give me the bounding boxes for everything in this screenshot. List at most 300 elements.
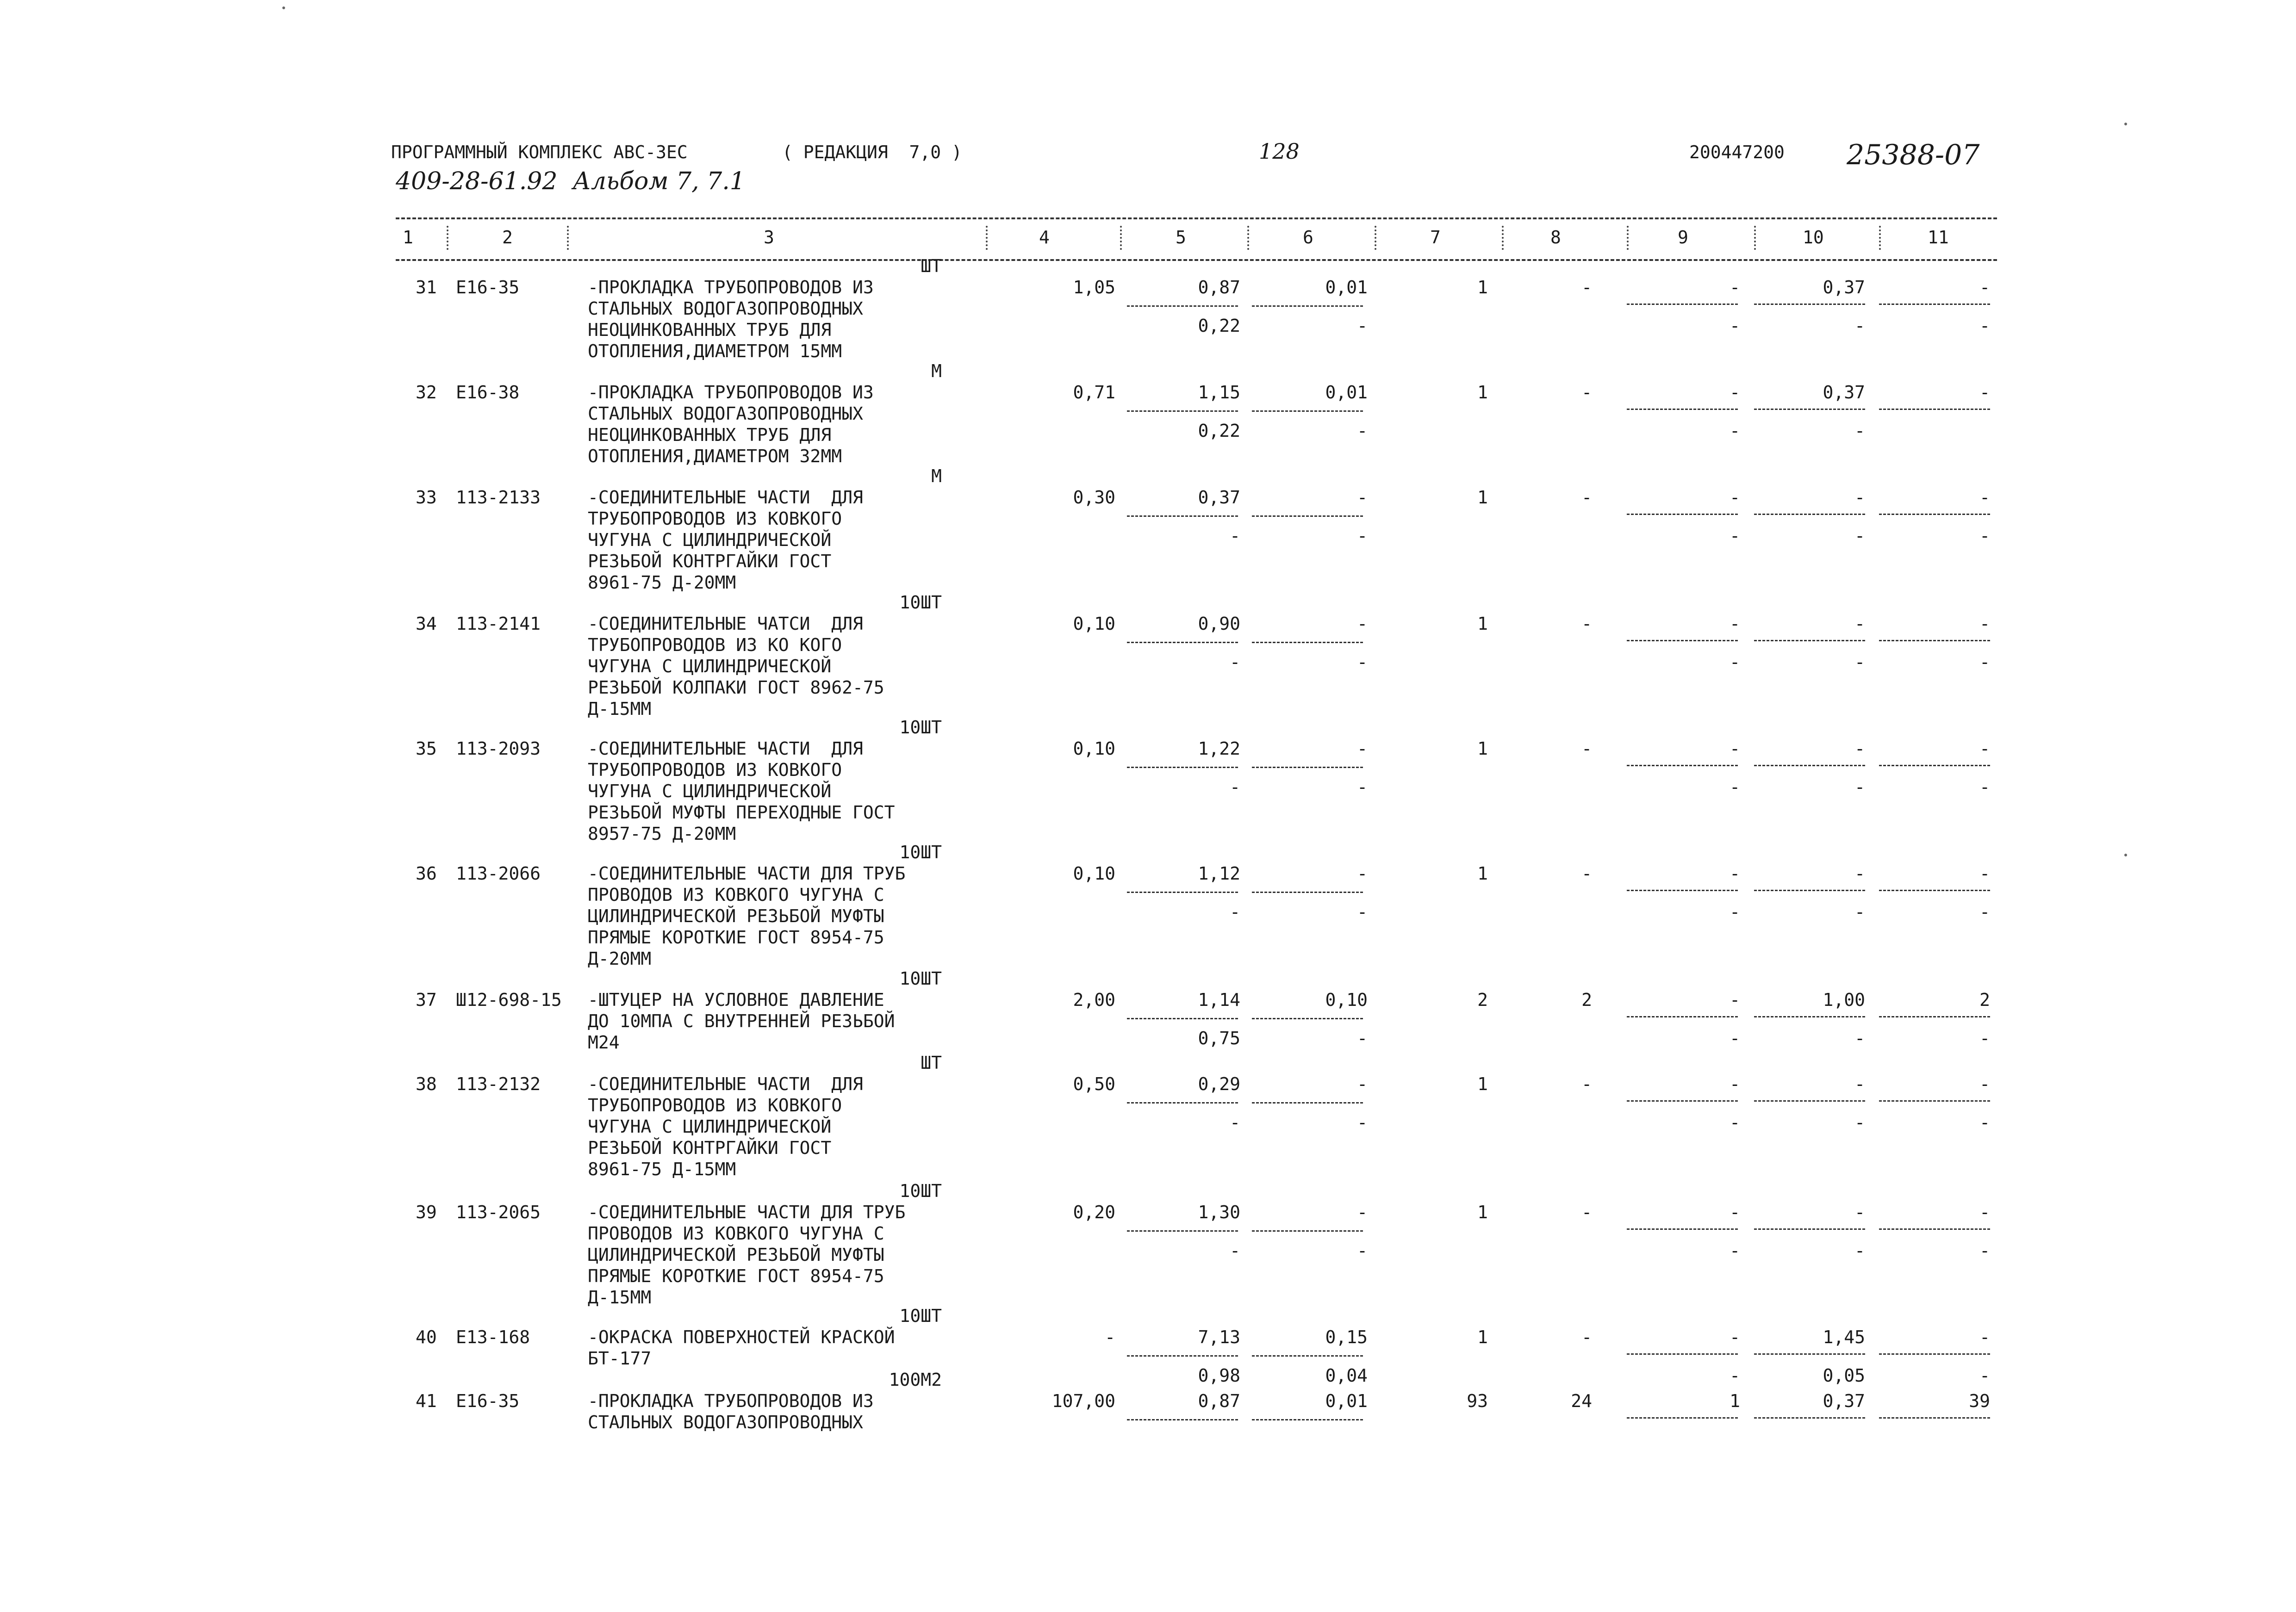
column-10-value: 0,37 — [1823, 1391, 1865, 1411]
work-description-line: ЦИЛИНДРИЧЕСКОЙ РЕЗЬБОЙ МУФТЫ — [588, 1245, 884, 1265]
cell-divider-rule — [1879, 1353, 1990, 1355]
unit-cost-sub-value: 0,98 — [1198, 1365, 1240, 1386]
work-description-line: ТРУБОПРОВОДОВ ИЗ КОВКОГО — [588, 508, 842, 529]
cell-divider-rule — [1879, 1016, 1990, 1017]
rate-code: Е13-168 — [456, 1327, 530, 1347]
cell-divider-rule — [1252, 1419, 1363, 1420]
column-header-10: 10 — [1803, 227, 1824, 248]
album-reference: 409-28-61.92 Альбом 7, 7.1 — [396, 167, 745, 195]
unit-cost-value: 1,12 — [1198, 863, 1240, 884]
column-10-sub-value: - — [1854, 525, 1865, 546]
cell-divider-rule — [1879, 514, 1990, 515]
total-cost-sub-value: 0,04 — [1325, 1365, 1368, 1386]
column-8-value: - — [1581, 1327, 1592, 1347]
column-header-2: 2 — [502, 227, 513, 248]
row-number: 36 — [416, 863, 437, 884]
cell-divider-rule — [1127, 305, 1238, 307]
work-description-line: ПРЯМЫЕ КОРОТКИЕ ГОСТ 8954-75 — [588, 927, 884, 948]
column-separator — [1502, 226, 1504, 250]
cell-divider-rule — [1627, 765, 1738, 766]
work-description-line: ЧУГУНА С ЦИЛИНДРИЧЕСКОЙ — [588, 656, 832, 676]
cell-divider-rule — [1627, 1228, 1738, 1230]
column-11-sub-value: - — [1979, 1112, 1990, 1133]
column-9-value: - — [1730, 487, 1740, 508]
column-10-sub-value: - — [1854, 1112, 1865, 1133]
cell-divider-rule — [1879, 1228, 1990, 1230]
work-description-line: ТРУБОПРОВОДОВ ИЗ КОВКОГО — [588, 760, 842, 780]
column-10-sub-value: - — [1854, 1240, 1865, 1261]
cell-divider-rule — [1754, 765, 1865, 766]
cell-divider-rule — [1252, 1102, 1363, 1104]
unit-label: ШТ — [921, 1053, 942, 1073]
cell-divider-rule — [1879, 1417, 1990, 1419]
column-8-value: - — [1581, 738, 1592, 759]
column-10-sub-value: - — [1854, 1028, 1865, 1048]
rate-code: Е16-35 — [456, 1391, 520, 1411]
column-8-value: - — [1581, 1074, 1592, 1094]
column-7-value: 1 — [1477, 382, 1488, 403]
work-description-line: НЕОЦИНКОВАННЫХ ТРУБ ДЛЯ — [588, 425, 832, 445]
cell-divider-rule — [1754, 890, 1865, 891]
column-8-value: - — [1581, 614, 1592, 634]
column-separator — [1120, 226, 1122, 250]
rate-code: 113-2065 — [456, 1202, 541, 1222]
unit-label: 10ШТ — [899, 968, 942, 989]
total-cost-value: 0,01 — [1325, 277, 1368, 298]
total-cost-value: 0,01 — [1325, 382, 1368, 403]
column-separator — [1247, 226, 1249, 250]
row-number: 33 — [416, 487, 437, 508]
column-10-sub-value: - — [1854, 776, 1865, 797]
cell-divider-rule — [1879, 890, 1990, 891]
column-7-value: 1 — [1477, 487, 1488, 508]
column-11-sub-value: - — [1979, 525, 1990, 546]
work-description-line: -СОЕДИНИТЕЛЬНЫЕ ЧАСТИ ДЛЯ ТРУБ — [588, 863, 906, 884]
total-cost-value: - — [1357, 863, 1368, 884]
cell-divider-rule — [1127, 1230, 1238, 1232]
cell-divider-rule — [1252, 1355, 1363, 1357]
work-description-line: РЕЗЬБОЙ КОНТРГАЙКИ ГОСТ — [588, 551, 832, 571]
cell-divider-rule — [1252, 1018, 1363, 1019]
total-cost-value: - — [1357, 738, 1368, 759]
edition-label: ( РЕДАКЦИЯ 7,0 ) — [782, 142, 962, 162]
column-11-value: - — [1979, 487, 1990, 508]
column-9-sub-value: - — [1730, 1028, 1740, 1048]
column-header-11: 11 — [1928, 227, 1949, 248]
rate-code: Е16-35 — [456, 277, 520, 298]
total-cost-sub-value: - — [1357, 1112, 1368, 1133]
column-header-9: 9 — [1678, 227, 1688, 248]
column-8-value: - — [1581, 277, 1592, 298]
document-number: 25388-07 — [1847, 139, 1980, 171]
column-11-sub-value: - — [1979, 1240, 1990, 1261]
work-description-line: ЦИЛИНДРИЧЕСКОЙ РЕЗЬБОЙ МУФТЫ — [588, 906, 884, 926]
column-header-5: 5 — [1176, 227, 1186, 248]
work-description-line: -ПРОКЛАДКА ТРУБОПРОВОДОВ ИЗ — [588, 382, 874, 403]
column-11-value: - — [1979, 1202, 1990, 1222]
cell-divider-rule — [1127, 892, 1238, 893]
column-11-value: - — [1979, 1327, 1990, 1347]
column-8-value: - — [1581, 863, 1592, 884]
column-8-value: 2 — [1581, 990, 1592, 1010]
column-10-sub-value: - — [1854, 901, 1865, 922]
unit-cost-sub-value: 0,22 — [1198, 315, 1240, 336]
column-7-value: 1 — [1477, 738, 1488, 759]
column-10-value: - — [1854, 487, 1865, 508]
unit-cost-value: 1,30 — [1198, 1202, 1240, 1222]
cell-divider-rule — [1127, 410, 1238, 412]
total-cost-value: 0,01 — [1325, 1391, 1368, 1411]
work-description-line: -СОЕДИНИТЕЛЬНЫЕ ЧАТСИ ДЛЯ — [588, 614, 863, 634]
column-10-value: - — [1854, 1202, 1865, 1222]
cell-divider-rule — [1754, 514, 1865, 515]
work-description-line: ТРУБОПРОВОДОВ ИЗ КОВКОГО — [588, 1095, 842, 1116]
column-8-value: - — [1581, 382, 1592, 403]
header-bottom-rule — [396, 259, 1997, 261]
cell-divider-rule — [1127, 1018, 1238, 1019]
quantity-value: 0,10 — [1073, 614, 1115, 634]
column-header-6: 6 — [1303, 227, 1313, 248]
column-header-7: 7 — [1430, 227, 1441, 248]
rate-code: Ш12-698-15 — [456, 990, 562, 1010]
total-cost-sub-value: - — [1357, 776, 1368, 797]
total-cost-sub-value: - — [1357, 651, 1368, 672]
total-cost-sub-value: - — [1357, 1240, 1368, 1261]
column-11-value: - — [1979, 382, 1990, 403]
unit-label: 10ШТ — [899, 1181, 942, 1201]
total-cost-value: 0,10 — [1325, 990, 1368, 1010]
unit-cost-sub-value: 0,22 — [1198, 420, 1240, 441]
work-description-line: ПРОВОДОВ ИЗ КОВКОГО ЧУГУНА С — [588, 885, 884, 905]
unit-cost-value: 0,37 — [1198, 487, 1240, 508]
unit-cost-sub-value: - — [1230, 1240, 1240, 1261]
column-8-value: - — [1581, 1202, 1592, 1222]
work-description-line: СТАЛЬНЫХ ВОДОГАЗОПРОВОДНЫХ — [588, 298, 863, 319]
column-separator — [1627, 226, 1629, 250]
cell-divider-rule — [1252, 642, 1363, 643]
cell-divider-rule — [1754, 1100, 1865, 1102]
column-9-value: - — [1730, 1202, 1740, 1222]
unit-cost-sub-value: 0,75 — [1198, 1028, 1240, 1048]
column-10-value: 0,37 — [1823, 277, 1865, 298]
rate-code: Е16-38 — [456, 382, 520, 403]
work-description-line: ПРЯМЫЕ КОРОТКИЕ ГОСТ 8954-75 — [588, 1266, 884, 1286]
unit-cost-value: 0,90 — [1198, 614, 1240, 634]
cell-divider-rule — [1127, 767, 1238, 768]
total-cost-sub-value: - — [1357, 901, 1368, 922]
quantity-value: 0,20 — [1073, 1202, 1115, 1222]
column-7-value: 2 — [1477, 990, 1488, 1010]
cell-divider-rule — [1252, 892, 1363, 893]
column-7-value: 93 — [1467, 1391, 1488, 1411]
work-description-line: Д-15ММ — [588, 1287, 652, 1308]
cell-divider-rule — [1879, 640, 1990, 641]
column-10-sub-value: 0,05 — [1823, 1365, 1865, 1386]
column-11-sub-value: - — [1979, 315, 1990, 336]
row-number: 31 — [416, 277, 437, 298]
column-separator — [1375, 226, 1376, 250]
cell-divider-rule — [1627, 890, 1738, 891]
work-description-line: Д-20ММ — [588, 949, 652, 969]
column-11-value: - — [1979, 738, 1990, 759]
cell-divider-rule — [1754, 409, 1865, 410]
total-cost-value: - — [1357, 487, 1368, 508]
cell-divider-rule — [1879, 409, 1990, 410]
cell-divider-rule — [1627, 1417, 1738, 1419]
total-cost-value: - — [1357, 1202, 1368, 1222]
unit-label: М — [931, 361, 942, 381]
total-cost-value: - — [1357, 614, 1368, 634]
column-separator — [1879, 226, 1881, 250]
column-11-value: - — [1979, 863, 1990, 884]
quantity-value: 0,10 — [1073, 738, 1115, 759]
work-description-line: Д-15ММ — [588, 699, 652, 719]
quantity-value: 1,05 — [1073, 277, 1115, 298]
column-9-value: - — [1730, 614, 1740, 634]
column-header-4: 4 — [1039, 227, 1050, 248]
column-9-value: - — [1730, 738, 1740, 759]
column-10-value: - — [1854, 738, 1865, 759]
work-description-line: СТАЛЬНЫХ ВОДОГАЗОПРОВОДНЫХ — [588, 403, 863, 424]
column-10-value: 0,37 — [1823, 382, 1865, 403]
unit-cost-value: 0,87 — [1198, 1391, 1240, 1411]
cell-divider-rule — [1754, 1016, 1865, 1017]
work-description-line: -ОКРАСКА ПОВЕРХНОСТЕЙ КРАСКОЙ — [588, 1327, 895, 1347]
column-11-sub-value: - — [1979, 1365, 1990, 1386]
cell-divider-rule — [1627, 1016, 1738, 1017]
column-separator — [567, 226, 569, 250]
cell-divider-rule — [1627, 304, 1738, 305]
column-9-sub-value: - — [1730, 776, 1740, 797]
total-cost-sub-value: - — [1357, 315, 1368, 336]
work-description-line: -СОЕДИНИТЕЛЬНЫЕ ЧАСТИ ДЛЯ — [588, 738, 863, 759]
column-11-value: 2 — [1979, 990, 1990, 1010]
unit-cost-sub-value: - — [1230, 901, 1240, 922]
cell-divider-rule — [1127, 1419, 1238, 1420]
work-description-line: -СОЕДИНИТЕЛЬНЫЕ ЧАСТИ ДЛЯ — [588, 1074, 863, 1094]
column-9-sub-value: - — [1730, 420, 1740, 441]
cell-divider-rule — [1754, 1228, 1865, 1230]
work-description-line: -ПРОКЛАДКА ТРУБОПРОВОДОВ ИЗ — [588, 1391, 874, 1411]
cell-divider-rule — [1627, 640, 1738, 641]
column-11-sub-value: - — [1979, 901, 1990, 922]
row-number: 40 — [416, 1327, 437, 1347]
unit-label: 10ШТ — [899, 592, 942, 613]
header-top-rule — [396, 217, 1997, 219]
cell-divider-rule — [1252, 305, 1363, 307]
column-9-sub-value: - — [1730, 1112, 1740, 1133]
unit-label: 10ШТ — [899, 842, 942, 862]
column-header-3: 3 — [764, 227, 774, 248]
scan-speck — [282, 6, 285, 9]
column-10-sub-value: - — [1854, 315, 1865, 336]
work-description-line: ОТОПЛЕНИЯ,ДИАМЕТРОМ 15ММ — [588, 341, 842, 361]
rate-code: 113-2066 — [456, 863, 541, 884]
cell-divider-rule — [1252, 410, 1363, 412]
column-10-value: - — [1854, 614, 1865, 634]
quantity-value: 0,71 — [1073, 382, 1115, 403]
column-9-sub-value: - — [1730, 1240, 1740, 1261]
column-9-sub-value: - — [1730, 315, 1740, 336]
total-cost-sub-value: - — [1357, 420, 1368, 441]
work-description-line: ЧУГУНА С ЦИЛИНДРИЧЕСКОЙ — [588, 781, 832, 801]
rate-code: 113-2132 — [456, 1074, 541, 1094]
column-header-8: 8 — [1550, 227, 1561, 248]
work-description-line: -ПРОКЛАДКА ТРУБОПРОВОДОВ ИЗ — [588, 277, 874, 298]
cell-divider-rule — [1879, 765, 1990, 766]
unit-cost-sub-value: - — [1230, 525, 1240, 546]
row-number: 38 — [416, 1074, 437, 1094]
column-separator — [986, 226, 988, 250]
column-9-sub-value: - — [1730, 1365, 1740, 1386]
cell-divider-rule — [1879, 1100, 1990, 1102]
quantity-value: - — [1105, 1327, 1115, 1347]
cell-divider-rule — [1127, 642, 1238, 643]
unit-cost-value: 0,87 — [1198, 277, 1240, 298]
scan-speck — [2124, 123, 2127, 125]
column-10-value: - — [1854, 1074, 1865, 1094]
work-description-line: 8957-75 Д-20ММ — [588, 824, 736, 844]
work-description-line: ПРОВОДОВ ИЗ КОВКОГО ЧУГУНА С — [588, 1223, 884, 1244]
scan-speck — [2124, 854, 2127, 856]
column-11-value: - — [1979, 614, 1990, 634]
work-description-line: ТРУБОПРОВОДОВ ИЗ КО КОГО — [588, 635, 842, 655]
column-8-value: 24 — [1571, 1391, 1592, 1411]
cell-divider-rule — [1252, 1230, 1363, 1232]
cell-divider-rule — [1754, 1417, 1865, 1419]
quantity-value: 107,00 — [1052, 1391, 1115, 1411]
total-cost-value: 0,15 — [1325, 1327, 1368, 1347]
work-description-line: -ШТУЦЕР НА УСЛОВНОЕ ДАВЛЕНИЕ — [588, 990, 884, 1010]
row-number: 32 — [416, 382, 437, 403]
work-description-line: М24 — [588, 1032, 620, 1053]
unit-label: 10ШТ — [899, 717, 942, 738]
work-description-line: -СОЕДИНИТЕЛЬНЫЕ ЧАСТИ ДЛЯ ТРУБ — [588, 1202, 906, 1222]
column-8-value: - — [1581, 487, 1592, 508]
column-10-value: 1,45 — [1823, 1327, 1865, 1347]
column-9-value: - — [1730, 863, 1740, 884]
column-11-value: - — [1979, 277, 1990, 298]
column-11-sub-value: - — [1979, 1028, 1990, 1048]
column-7-value: 1 — [1477, 1327, 1488, 1347]
work-description-line: БТ-177 — [588, 1348, 652, 1369]
column-9-value: - — [1730, 382, 1740, 403]
unit-label: 10ШТ — [899, 1306, 942, 1326]
work-description-line: 8961-75 Д-20ММ — [588, 572, 736, 593]
unit-cost-sub-value: - — [1230, 651, 1240, 672]
column-9-value: - — [1730, 1074, 1740, 1094]
cell-divider-rule — [1754, 1353, 1865, 1355]
row-number: 37 — [416, 990, 437, 1010]
rate-code: 113-2093 — [456, 738, 541, 759]
quantity-value: 0,30 — [1073, 487, 1115, 508]
unit-cost-value: 1,15 — [1198, 382, 1240, 403]
unit-cost-value: 1,22 — [1198, 738, 1240, 759]
program-title: ПРОГРАММНЫЙ КОМПЛЕКС АВС-3ЕС — [391, 142, 688, 162]
column-9-value: - — [1730, 277, 1740, 298]
column-11-value: - — [1979, 1074, 1990, 1094]
cell-divider-rule — [1252, 515, 1363, 517]
unit-cost-value: 1,14 — [1198, 990, 1240, 1010]
work-description-line: -СОЕДИНИТЕЛЬНЫЕ ЧАСТИ ДЛЯ — [588, 487, 863, 508]
column-10-sub-value: - — [1854, 651, 1865, 672]
row-number: 39 — [416, 1202, 437, 1222]
work-description-line: ОТОПЛЕНИЯ,ДИАМЕТРОМ 32ММ — [588, 446, 842, 466]
column-separator — [447, 226, 448, 250]
work-description-line: ЧУГУНА С ЦИЛИНДРИЧЕСКОЙ — [588, 1116, 832, 1137]
column-separator — [1754, 226, 1756, 250]
total-cost-value: - — [1357, 1074, 1368, 1094]
work-description-line: ЧУГУНА С ЦИЛИНДРИЧЕСКОЙ — [588, 530, 832, 550]
total-cost-sub-value: - — [1357, 1028, 1368, 1048]
rate-code: 113-2133 — [456, 487, 541, 508]
cell-divider-rule — [1879, 304, 1990, 305]
column-9-sub-value: - — [1730, 901, 1740, 922]
work-description-line: ДО 10МПА С ВНУТРЕННЕЙ РЕЗЬБОЙ — [588, 1011, 895, 1031]
column-7-value: 1 — [1477, 1074, 1488, 1094]
work-description-line: РЕЗЬБОЙ МУФТЫ ПЕРЕХОДНЫЕ ГОСТ — [588, 802, 895, 823]
row-number: 35 — [416, 738, 437, 759]
column-10-value: 1,00 — [1823, 990, 1865, 1010]
cell-divider-rule — [1127, 1355, 1238, 1357]
unit-cost-sub-value: - — [1230, 776, 1240, 797]
column-9-sub-value: - — [1730, 651, 1740, 672]
row-number: 34 — [416, 614, 437, 634]
cell-divider-rule — [1252, 767, 1363, 768]
cell-divider-rule — [1127, 1102, 1238, 1104]
unit-label: 100М2 — [889, 1370, 942, 1390]
rate-code: 113-2141 — [456, 614, 541, 634]
column-7-value: 1 — [1477, 1202, 1488, 1222]
quantity-value: 2,00 — [1073, 990, 1115, 1010]
column-9-value: - — [1730, 1327, 1740, 1347]
cell-divider-rule — [1754, 304, 1865, 305]
column-9-sub-value: - — [1730, 525, 1740, 546]
unit-cost-value: 7,13 — [1198, 1327, 1240, 1347]
total-cost-sub-value: - — [1357, 525, 1368, 546]
column-11-sub-value: - — [1979, 776, 1990, 797]
column-11-value: 39 — [1969, 1391, 1990, 1411]
unit-cost-value: 0,29 — [1198, 1074, 1240, 1094]
column-7-value: 1 — [1477, 863, 1488, 884]
document-code: 200447200 — [1689, 142, 1785, 162]
column-10-value: - — [1854, 863, 1865, 884]
column-7-value: 1 — [1477, 614, 1488, 634]
cell-divider-rule — [1627, 409, 1738, 410]
cell-divider-rule — [1627, 514, 1738, 515]
cell-divider-rule — [1627, 1100, 1738, 1102]
column-9-value: - — [1730, 990, 1740, 1010]
cell-divider-rule — [1754, 640, 1865, 641]
work-description-line: РЕЗЬБОЙ КОНТРГАЙКИ ГОСТ — [588, 1138, 832, 1158]
quantity-value: 0,10 — [1073, 863, 1115, 884]
page-number: 128 — [1259, 139, 1300, 164]
column-header-1: 1 — [403, 227, 413, 248]
work-description-line: РЕЗЬБОЙ КОЛПАКИ ГОСТ 8962-75 — [588, 677, 884, 698]
cell-divider-rule — [1627, 1353, 1738, 1355]
unit-label: ШТ — [921, 256, 942, 276]
work-description-line: НЕОЦИНКОВАННЫХ ТРУБ ДЛЯ — [588, 320, 832, 340]
column-7-value: 1 — [1477, 277, 1488, 298]
row-number: 41 — [416, 1391, 437, 1411]
unit-label: М — [931, 466, 942, 486]
work-description-line: СТАЛЬНЫХ ВОДОГАЗОПРОВОДНЫХ — [588, 1412, 863, 1432]
cell-divider-rule — [1127, 515, 1238, 517]
quantity-value: 0,50 — [1073, 1074, 1115, 1094]
column-11-sub-value: - — [1979, 651, 1990, 672]
work-description-line: 8961-75 Д-15ММ — [588, 1159, 736, 1179]
column-10-sub-value: - — [1854, 420, 1865, 441]
